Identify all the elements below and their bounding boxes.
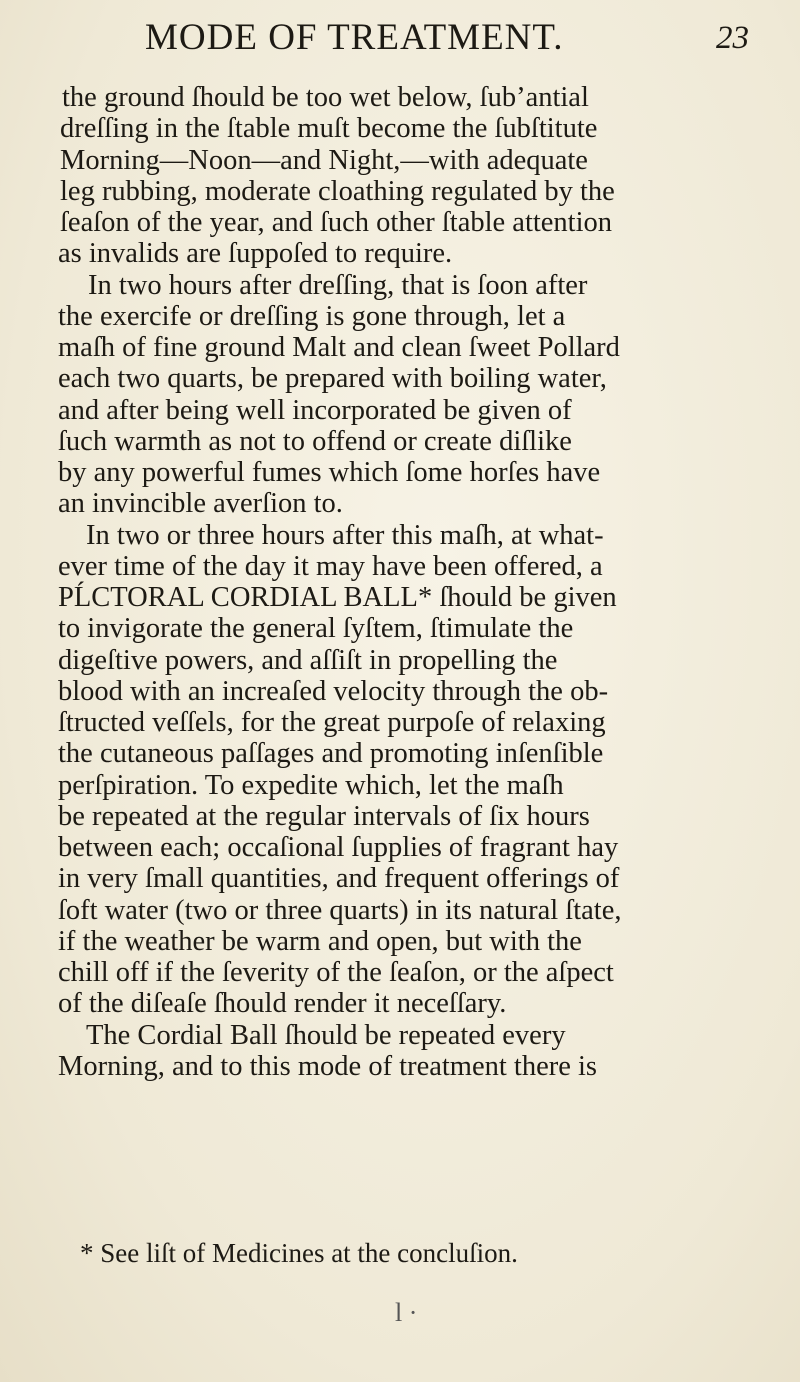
running-title: MODE OF TREATMENT. [145,17,564,58]
page-number: 23 [716,20,749,56]
text-line: in very ſmall quantities, and frequent offerings of [58,863,620,895]
text-line: be repeated at the regular intervals of ſix hours [58,800,590,832]
text-line: and after being well incorporated be given of [58,394,572,426]
text-line: chill off if the ſeverity of the ſeaſon, or the aſpect [58,957,614,988]
text-line: ſoft water (two or three quarts) in its natural ſtate, [58,894,622,926]
text-line: ſeaſon of the year, and ſuch other ſtable attention [60,207,613,238]
footnote: * See liſt of Medicines at the concluſion. [80,1238,518,1268]
text-line: maſh of fine ground Malt and clean ſweet Pollard [58,332,620,363]
text-line: leg rubbing, moderate cloathing regulated by the [60,175,615,207]
text-line: dreſſing in the ſtable muſt become the ſubſtitute [60,113,598,145]
text-line: if the weather be warm and open, but with the [58,925,582,957]
text-line: of the diſeaſe ſhould render it neceſſary. [58,988,507,1020]
text-line: ſuch warmth as not to offend or create diſlike [58,425,572,457]
text-line: The Cordial Ball ſhould be repeated every [86,1019,566,1051]
text-line: blood with an increaſed velocity through the ob- [58,675,609,707]
body-text [50,82,770,1082]
text-line: each two quarts, be prepared with boiling water, [58,363,607,395]
running-head [0,10,800,70]
text-line: between each; occaſional ſupplies of fragrant hay [58,832,619,863]
text-line: the exercife or dreſſing is gone through, let a [58,300,566,332]
text-line: the cutaneous paſſages and promoting inſenſible [58,738,604,770]
text-line: Morning, and to this mode of treatment there is [58,1050,598,1082]
signature-mark: l · [395,1298,418,1327]
text-line: Morning—Noon—and Night,—with adequate [60,144,588,176]
text-line: to invigorate the general ſyſtem, ſtimulate the [58,613,574,645]
text-line: as invalids are ſuppoſed to require. [58,238,453,270]
text-line: the ground ſhould be too wet below, ſub’antial [62,82,589,113]
text-line: ſtructed veſſels, for the great purpoſe of relaxing [58,707,606,738]
text-line: digeſtive powers, and aſſiſt in propelling the [58,644,558,676]
text-line: In two hours after dreſſing, that is ſoon after [88,269,588,301]
text-line: by any powerful fumes which ſome horſes have [58,457,601,488]
text-line: an invincible averſion to. [58,488,343,520]
text-line: In two or three hours after this maſh, at what- [86,519,604,551]
text-line: PĹCTORAL CORDIAL BALL* ſhould be given [58,582,617,613]
text-line: perſpiration. To expedite which, let the maſh [58,769,564,801]
text-line: ever time of the day it may have been offered, a [58,550,603,582]
